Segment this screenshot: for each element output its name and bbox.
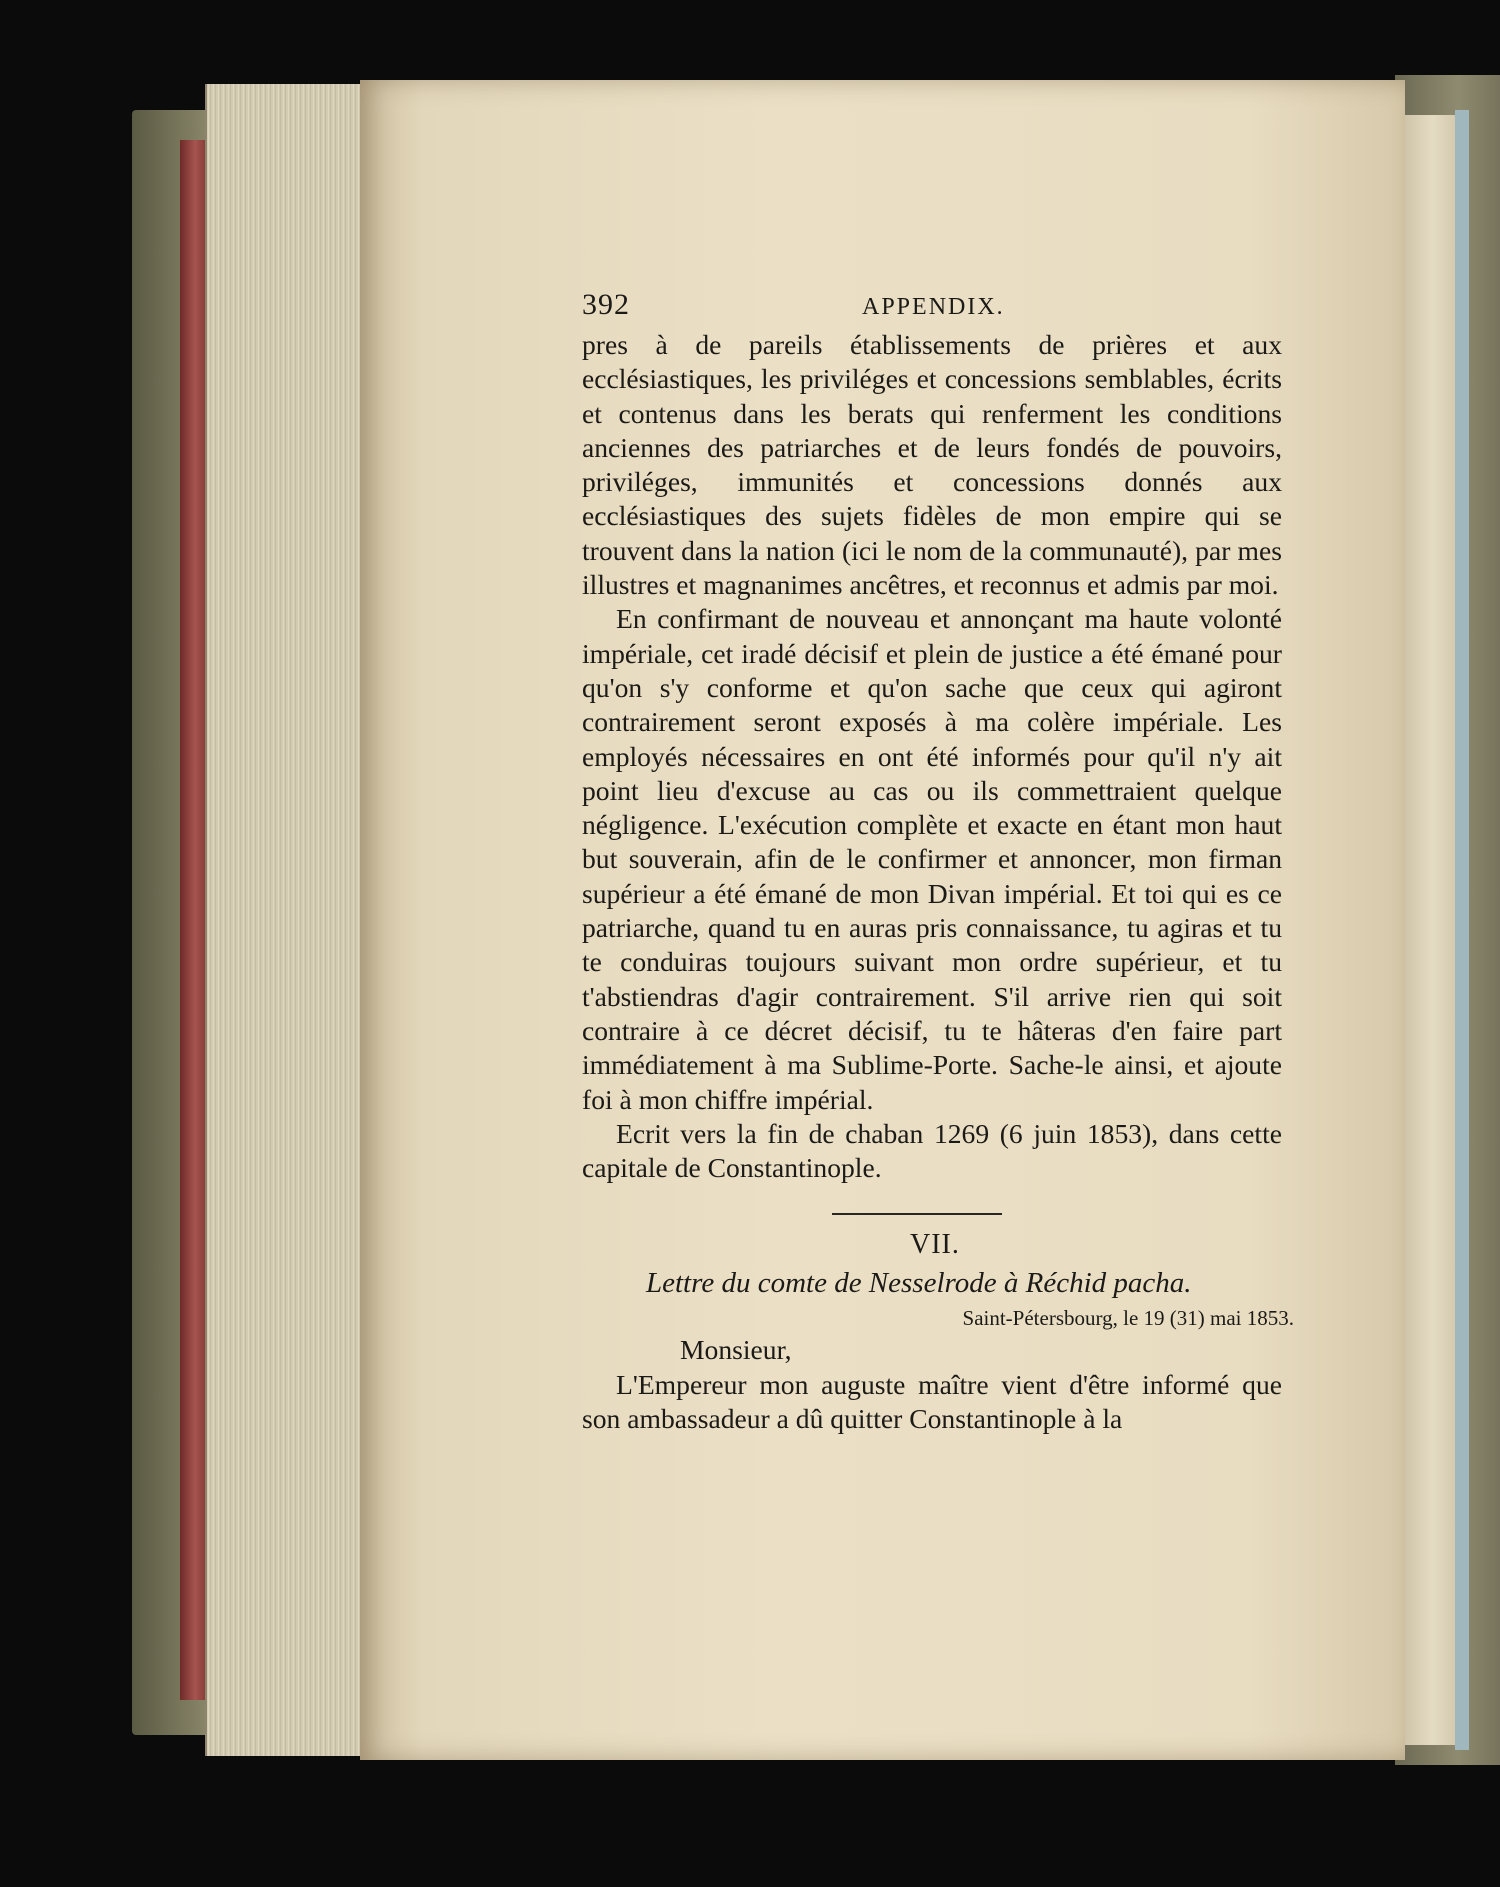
section-divider [832, 1213, 1002, 1215]
page-header [582, 288, 1282, 328]
page-text-block [582, 288, 1294, 1436]
section-number: VII. [910, 1229, 960, 1261]
running-title: APPENDIX. [862, 294, 1005, 320]
letter-title: Lettre du comte de Nesselrode à Réchid pacha. [646, 1267, 1192, 1300]
letter-opening: L'Empereur mon auguste maître vient d'être informé que son ambassadeur a dû quitter Constantinople à la [582, 1368, 1282, 1435]
page-edges-stack [205, 84, 377, 1756]
paragraph-3: Ecrit vers la fin de chaban 1269 (6 juin 1853), dans cette capitale de Constantinople. [582, 1117, 1282, 1184]
paragraph-2: En confirmant de nouveau et annonçant ma haute volonté impériale, cet iradé décisif et plein de justice a été émané pour qu'on s'y conforme et qu'on sache que ceux qui agiront contrairement seront exposés à ma colère impériale. Les employés nécessaires en ont été informés pour qu'il n'y ait point lieu d'excuse au cas ou ils commettraient quelque négligence. L'exécution complète et exacte en étant mon haut but souverain, afin de le confirmer et annoncer, mon firman supérieur a été émané de mon Divan impérial. Et toi qui es ce patriarche, quand tu en auras pris connaissance, tu agiras et tu te conduiras toujours suivant mon ordre supérieur, et tu t'abstiendras d'agir contrairement. S'il arrive rien qui soit contraire à ce décret décisif, tu te hâteras d'en faire part immédiatement à ma Sublime-Porte. Sache-le ainsi, et ajoute foi à mon chiffre impérial. [582, 603, 1282, 1115]
paragraph-1: pres à de pareils établissements de prières et aux ecclésiastiques, les priviléges et concessions semblables, écrits et contenus dans les berats qui renferment les conditions anciennes des patriarches et de leurs fondés de pouvoirs, priviléges, immunités et concessions donnés aux ecclésiastiques des sujets fidèles de mon empire qui se trouvent dans la nation (ici le nom de la communauté), par mes illustres et magnanimes ancêtres, et reconnus et admis par moi. [582, 329, 1282, 601]
facing-page-blue-edge [1455, 110, 1469, 1750]
facing-page-edge [1405, 115, 1460, 1745]
page-number: 392 [582, 288, 630, 321]
letter-dateline: Saint-Pétersbourg, le 19 (31) mai 1853. [962, 1306, 1294, 1331]
letter-salutation: Monsieur, [680, 1334, 792, 1366]
